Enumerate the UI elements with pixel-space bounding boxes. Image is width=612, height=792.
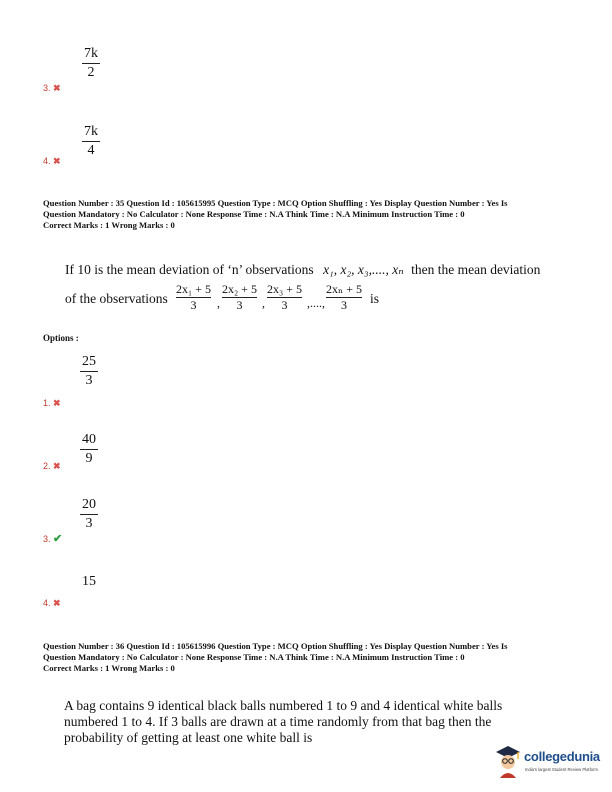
option-3-fraction [80,497,98,532]
fraction-numerator: 2xₙ + 5 [326,282,362,296]
prev-option-3-label [43,83,61,94]
comma: , [262,296,265,310]
q35-sequence: x₁, x₂, x₃,...., xₙ [323,262,404,277]
fraction-numerator: 20 [82,497,96,512]
fraction-bar [80,449,98,450]
option-number: 1. [43,398,51,408]
q36-text-line-1: A bag contains 9 identical black balls numbered 1 to 9 and 4 identical white balls [64,698,503,713]
fraction-denominator: 3 [85,516,93,531]
option-number: 2. [43,461,51,471]
ellipsis: ,...., [307,296,325,310]
fraction-numerator: 2x₂ + 5 [222,282,257,296]
fraction-numerator: 25 [82,354,96,369]
fraction-denominator: 3 [281,298,288,312]
fraction-numerator: 7k [84,124,98,139]
fraction-denominator: 3 [190,298,197,312]
fraction-numerator: 2x₁ + 5 [176,282,211,296]
fraction-bar [80,514,98,515]
fraction-bar [82,63,100,64]
q35-text-part: then the mean deviation [411,262,541,277]
q36-text-line-3: probability of getting at least one white ball is [64,730,313,745]
fraction-denominator: 4 [87,143,95,158]
q35-term-3 [267,283,302,312]
q35-term-n [326,283,362,312]
q36-meta-line-3: Correct Marks : 1 Wrong Marks : 0 [43,663,175,673]
prev-option-4-fraction [82,124,100,159]
logo-wordmark: collegedunia [524,749,600,764]
collegedunia-logo [494,742,606,782]
option-1-label [43,398,61,409]
q35-term-1 [176,283,211,312]
cross-icon: ✖ [53,598,61,608]
option-4-label [43,598,61,609]
cross-icon: ✖ [53,398,61,408]
graduate-mascot-icon [494,744,522,778]
fraction-bar [82,141,100,142]
prev-option-3-fraction [82,46,100,81]
fraction-bar [80,371,98,372]
option-number: 4. [43,598,51,608]
q35-text-part: If 10 is the mean deviation of ‘n’ observations [65,262,314,277]
q36-text-line-2: numbered 1 to 4. If 3 balls are drawn at a time randomly from that bag then the [64,714,492,729]
cross-icon: ✖ [53,83,61,93]
option-2-fraction [80,432,98,467]
option-4-value: 15 [82,574,96,589]
option-2-label [43,461,61,472]
option-3-label [43,532,62,545]
q35-meta-line-2: Question Mandatory : No Calculator : None Response Time : N.A Think Time : N.A Minimum Instruction Time : 0 [43,209,465,219]
fraction-numerator: 7k [84,46,98,61]
fraction-denominator: 3 [340,298,347,312]
option-number: 3. [43,83,51,93]
fraction-denominator: 3 [85,373,93,388]
cross-icon: ✖ [53,461,61,471]
fraction-denominator: 2 [87,65,95,80]
fraction-numerator: 2x₃ + 5 [267,282,302,296]
prev-option-4-label [43,156,61,167]
fraction-denominator: 3 [236,298,243,312]
comma: , [217,296,220,310]
option-1-fraction [80,354,98,389]
fraction-denominator: 9 [85,451,93,466]
check-icon: ✔ [53,533,63,545]
q35-text-line-2: of the observations [65,291,168,306]
option-number: 4. [43,156,51,166]
q35-meta-line-1: Question Number : 35 Question Id : 105615995 Question Type : MCQ Option Shuffling : Yes Display Question Number : Yes Is [43,198,508,208]
q36-meta-line-2: Question Mandatory : No Calculator : None Response Time : N.A Think Time : N.A Minimum Instruction Time : 0 [43,652,465,662]
q35-text-is: is [370,291,380,306]
q35-text-line-1 [65,261,540,278]
logo-tagline: India's largest Student Review Platform [525,767,598,772]
fraction-numerator: 40 [82,432,96,447]
options-label: Options : [43,333,79,343]
q36-meta-line-1: Question Number : 36 Question Id : 105615996 Question Type : MCQ Option Shuffling : Yes Display Question Number : Yes Is [43,641,508,651]
q35-term-2 [222,283,257,312]
q35-meta-line-3: Correct Marks : 1 Wrong Marks : 0 [43,220,175,230]
option-number: 3. [43,534,51,544]
cross-icon: ✖ [53,156,61,166]
